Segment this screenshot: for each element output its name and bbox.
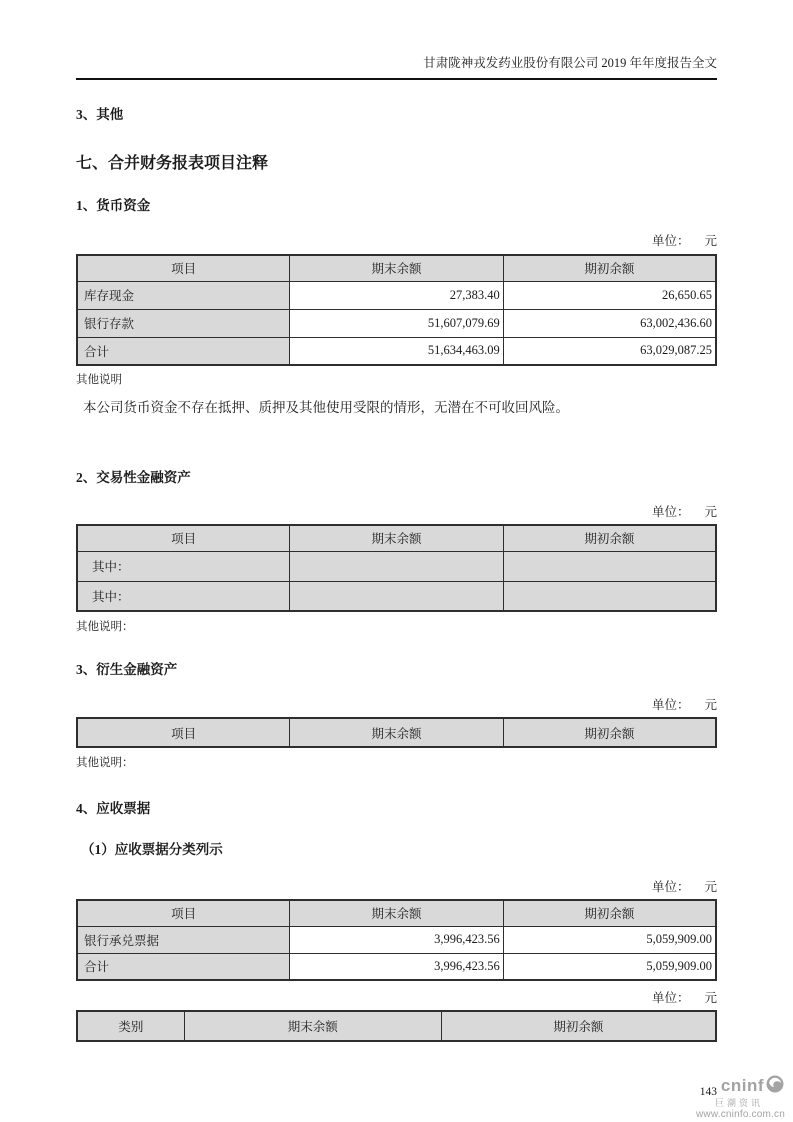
unit-value: 元 <box>704 880 717 894</box>
table-row <box>77 309 716 337</box>
unit-line <box>76 988 717 1006</box>
col-header-category: 类别 <box>77 1011 184 1041</box>
col-header-beginning-balance: 期初余额 <box>503 718 716 747</box>
heading-other: 3、其他 <box>76 107 124 122</box>
value-cell: 51,607,079.69 <box>290 309 503 337</box>
cninfo-logo-url: www.cninfo.com.cn <box>696 1109 785 1121</box>
col-header-beginning-balance: 期初余额 <box>503 255 716 281</box>
row-label-cell: 合计 <box>77 337 290 365</box>
unit-value: 元 <box>704 991 717 1005</box>
trading-assets-table <box>76 524 717 612</box>
report-title: 甘肃陇神戎发药业股份有限公司 2019 年年度报告全文 <box>423 56 717 70</box>
running-header <box>76 0 717 80</box>
unit-value: 元 <box>704 505 717 519</box>
table-header-row <box>77 900 716 926</box>
cninfo-logo-text: cninf <box>720 1076 764 1096</box>
unit-label: 单位： <box>651 234 690 248</box>
table-row <box>77 281 716 309</box>
value-cell: 27,383.40 <box>290 281 503 309</box>
value-cell <box>290 581 503 611</box>
value-cell: 5,059,909.00 <box>503 953 716 980</box>
nr-category-table <box>76 1010 717 1042</box>
value-cell <box>503 581 716 611</box>
value-cell <box>503 551 716 581</box>
col-header-beginning-balance: 期初余额 <box>441 1011 716 1041</box>
other-note-label: 其他说明： <box>76 621 134 633</box>
cninfo-swirl-icon <box>765 1075 785 1098</box>
col-header-beginning-balance: 期初余额 <box>503 525 716 551</box>
row-label-cell: 银行存款 <box>77 309 290 337</box>
heading-consolidated-notes: 七、合并财务报表项目注释 <box>76 155 269 172</box>
unit-value: 元 <box>704 234 717 248</box>
col-header-beginning-balance: 期初余额 <box>503 900 716 926</box>
row-label-cell: 银行承兑票据 <box>77 926 290 953</box>
cninfo-logo <box>696 1075 785 1121</box>
table-header-row <box>77 1011 716 1041</box>
col-header-item: 项目 <box>77 900 290 926</box>
unit-label: 单位： <box>651 505 690 519</box>
row-label-cell: 其中： <box>77 551 290 581</box>
col-header-item: 项目 <box>77 718 290 747</box>
table-row-total <box>77 337 716 365</box>
heading-nr-classification: （1）应收票据分类列示 <box>81 842 223 857</box>
col-header-ending-balance: 期末余额 <box>184 1011 441 1041</box>
unit-line <box>76 231 717 249</box>
cninfo-logo-subtitle: 巨潮资讯 <box>714 1097 763 1108</box>
value-cell: 3,996,423.56 <box>290 926 503 953</box>
heading-cash: 1、货币资金 <box>76 198 151 213</box>
unit-label: 单位： <box>651 991 690 1005</box>
value-cell <box>290 551 503 581</box>
value-cell: 63,029,087.25 <box>503 337 716 365</box>
col-header-item: 项目 <box>77 525 290 551</box>
value-cell: 51,634,463.09 <box>290 337 503 365</box>
row-label-cell: 合计 <box>77 953 290 980</box>
value-cell: 26,650.65 <box>503 281 716 309</box>
col-header-ending-balance: 期末余额 <box>290 900 503 926</box>
col-header-item: 项目 <box>77 255 290 281</box>
unit-line <box>76 695 717 713</box>
table-row <box>77 581 716 611</box>
value-cell: 3,996,423.56 <box>290 953 503 980</box>
table-row <box>77 551 716 581</box>
table-header-row <box>77 525 716 551</box>
table-header-row <box>77 255 716 281</box>
page-number: 143 <box>699 1086 717 1098</box>
heading-notes-receivable: 4、应收票据 <box>76 801 151 816</box>
derivative-assets-table <box>76 717 717 748</box>
unit-value: 元 <box>704 698 717 712</box>
col-header-ending-balance: 期末余额 <box>290 255 503 281</box>
value-cell: 63,002,436.60 <box>503 309 716 337</box>
col-header-ending-balance: 期末余额 <box>290 718 503 747</box>
notes-receivable-table <box>76 899 717 981</box>
unit-label: 单位： <box>651 698 690 712</box>
other-note-label: 其他说明： <box>76 757 134 769</box>
table-row <box>77 926 716 953</box>
unit-line <box>76 502 717 520</box>
row-label-cell: 库存现金 <box>77 281 290 309</box>
value-cell: 5,059,909.00 <box>503 926 716 953</box>
cash-note-text: 本公司货币资金不存在抵押、质押及其他使用受限的情形，无潜在不可收回风险。 <box>83 400 569 415</box>
unit-label: 单位： <box>651 880 690 894</box>
col-header-ending-balance: 期末余额 <box>290 525 503 551</box>
other-note-label: 其他说明 <box>76 374 122 386</box>
cash-table <box>76 254 717 366</box>
heading-trading-assets: 2、交易性金融资产 <box>76 470 191 485</box>
table-row-total <box>77 953 716 980</box>
heading-derivative-assets: 3、衍生金融资产 <box>76 662 178 677</box>
unit-line <box>76 877 717 895</box>
table-header-row <box>77 718 716 747</box>
row-label-cell: 其中： <box>77 581 290 611</box>
